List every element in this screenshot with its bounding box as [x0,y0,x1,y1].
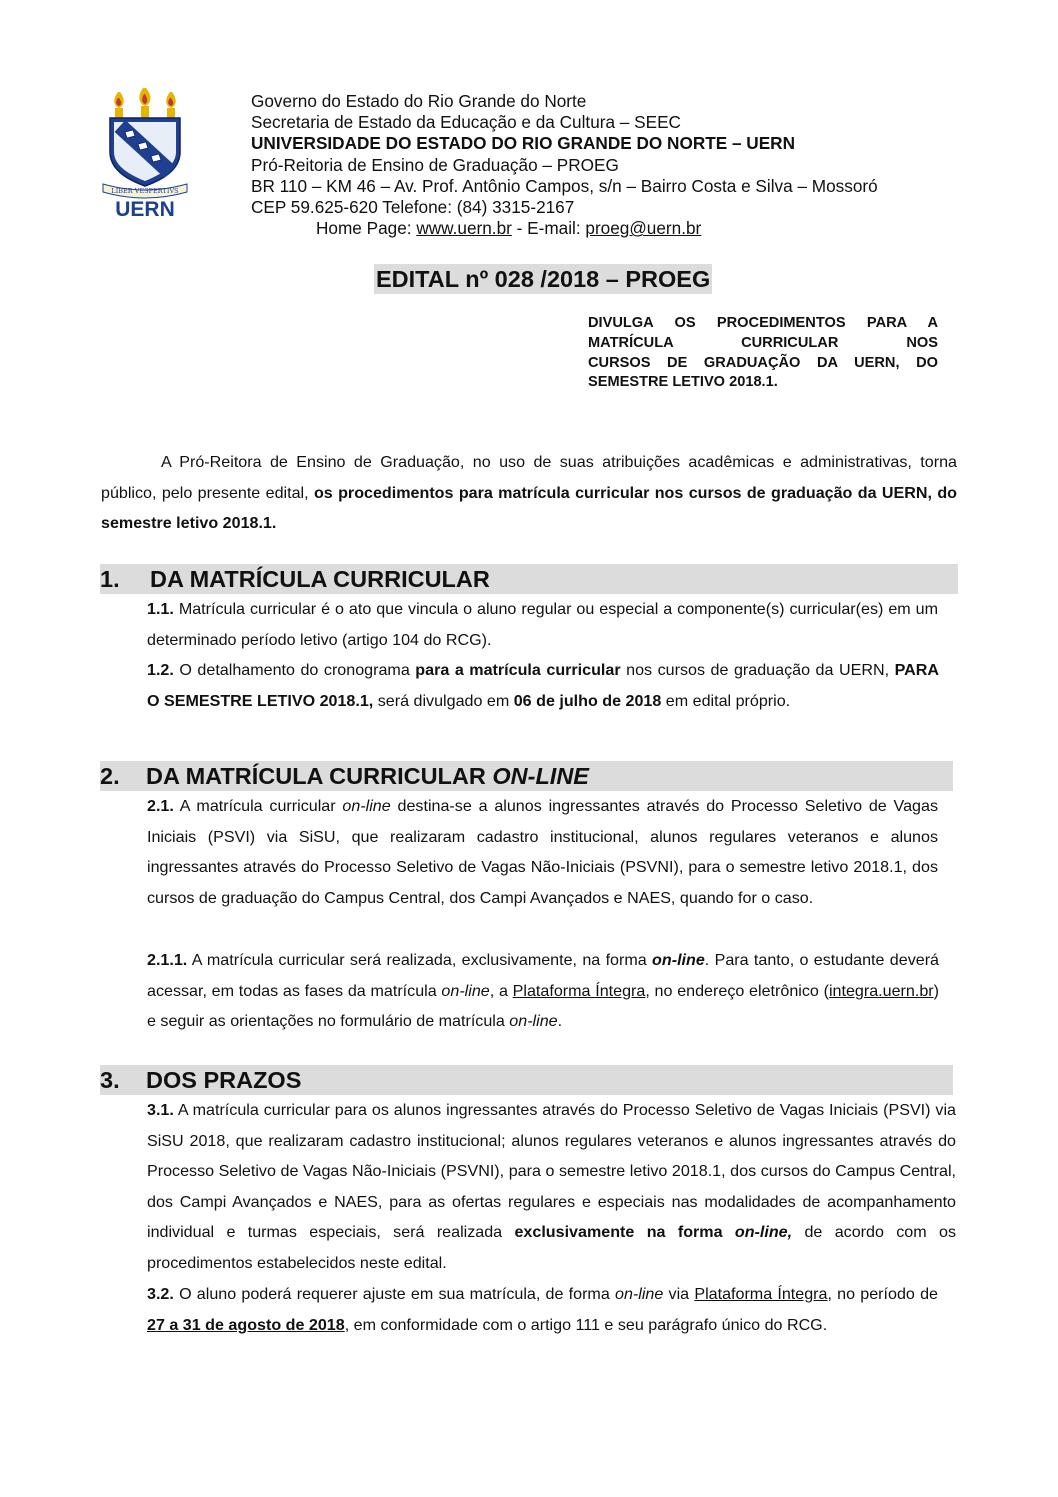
email-link[interactable]: proeg@uern.br [585,218,702,239]
item-text: será divulgado em [373,691,514,710]
item-text: nos cursos de graduação da UERN, [620,661,895,679]
item-date-period: 27 a 31 de agosto de 2018 [147,1315,345,1334]
intro-text: A Pró-Reitora de Ensino de Graduação, no uso de suas atribuições acadêmicas e administrativas, torna público, pelo presente edital, [101,453,957,502]
section-title: DOS PRAZOS [146,1067,302,1093]
intro-bold: os procedimentos para matrícula curricular nos cursos de graduação da UERN, do semestre letivo 2018.1. [101,483,957,532]
section-3-heading [100,1065,953,1095]
item-text: A matrícula curricular [173,797,343,815]
item-date: 06 de julho de 2018 [513,691,662,710]
item-number: 1.1. [147,600,174,618]
section-2-heading [100,761,953,791]
home-page-label: Home Page: [316,218,417,239]
torch-icon [139,88,150,118]
section-title: DA MATRÍCULA CURRICULAR [150,566,490,592]
letterhead-line: Pró-Reitoria de Ensino de Graduação – PROEG [251,154,619,175]
letterhead-line: Governo do Estado do Rio Grande do Norte [251,91,587,111]
item-text: , no período de [827,1285,938,1303]
item-3-2 [147,1279,938,1340]
item-number: 3.1. [147,1101,174,1119]
letterhead-web [251,218,878,239]
ementa-line: SEMESTRE LETIVO 2018.1. [588,374,778,391]
item-number: 2.1. [147,797,174,815]
ementa-line: DIVULGA OS PROCEDIMENTOS PARA A [588,315,938,331]
item-text: de acordo com os procedimentos estabelecidos neste edital. [147,1223,956,1272]
plataforma-integra-link[interactable]: Plataforma Íntegra [512,981,646,1000]
item-1-2 [147,655,939,716]
item-text: , em conformidade com o artigo 111 e seu parágrafo único do RCG. [344,1315,828,1334]
item-1-1 [147,594,938,655]
item-text: O detalhamento do cronograma [173,661,416,679]
item-bold: para a matrícula curricular [415,661,621,679]
item-bold-italic: on-line, [734,1223,793,1241]
item-text: , a [489,981,513,1000]
item-text: em edital próprio. [661,691,791,710]
torch-icon [114,92,123,118]
document-title: EDITAL nº 028 /2018 – PROEG [376,266,711,292]
letterhead-address: BR 110 – KM 46 – Av. Prof. Antônio Campos, s/n – Bairro Costa e Silva – Mossoró [251,175,878,196]
ementa-line: CURSOS DE GRADUAÇÃO DA UERN, DO [588,354,938,371]
item-italic: on-line [441,981,490,1000]
item-3-1 [147,1095,956,1278]
item-number: 2.1.1. [147,951,188,969]
item-bold: exclusivamente na forma [514,1223,735,1241]
item-number: 3.2. [147,1285,174,1303]
item-2-1-1 [147,945,939,1037]
logo-motto: LIBER VESPERTIVS [111,187,179,195]
item-text: destina-se a alunos ingressantes através do Processo Seletivo de Vagas Iniciais (PSVI) via SiSU, que realizaram cadastro institucional, alunos regulares veteranos e alunos ingressantes através do Processo Seletivo de Vagas Não-Iniciais (PSVNI), para o semestre letivo 2018.1, dos cursos de graduação do Campus Central, dos Campi Avançados e NAES, quando for o caso. [147,797,938,907]
section-title-italic: ON-LINE [492,763,589,789]
item-italic: on-line [509,1012,558,1030]
section-number: 2. [100,763,120,789]
integra-url-link[interactable]: integra.uern.br [828,981,934,1000]
item-number: 1.2. [147,661,174,679]
item-text: . [557,1012,563,1030]
item-italic: on-line [342,797,391,815]
torch-icon [166,92,175,118]
item-text: O aluno poderá requerer ajuste em sua matrícula, de forma [173,1285,615,1303]
logo-name: UERN [115,198,175,218]
section-1-heading [100,564,958,594]
item-bold-italic: on-line [652,951,705,969]
item-text: Matrícula curricular é o ato que vincula o aluno regular ou especial a componente(s) curricular(es) em um determinado período letivo (artigo 104 do RCG). [147,600,938,649]
item-text: , no endereço eletrônico ( [645,981,829,1000]
ementa-line: MATRÍCULA CURRICULAR NOS [588,334,938,351]
section-title: DA MATRÍCULA CURRICULAR [146,763,493,789]
item-text: A matrícula curricular para os alunos ingressantes através do Processo Seletivo de Vagas Iniciais (PSVI) via SiSU 2018, que realizaram cadastro institucional; alunos regulares veteranos e alunos ingressantes através do Processo Seletivo de Vagas Não-Iniciais (PSVNI), para o semestre letivo 2018.1, dos cursos do Campus Central, dos Campi Avançados e NAES, para as ofertas regulares e especiais nas modalidades de acompanhamento individual e turmas especiais, será realizada [147,1101,956,1241]
item-bold: PARA O SEMESTRE LETIVO 2018.1, [147,661,939,710]
intro-paragraph [101,447,957,539]
section-number: 1. [100,566,120,592]
section-number: 3. [100,1067,120,1093]
plataforma-integra-link[interactable]: Plataforma Íntegra [694,1285,828,1303]
item-italic: on-line [615,1285,664,1303]
email-label: - E-mail: [511,218,586,239]
uern-logo [100,86,190,218]
letterhead-line: Secretaria de Estado da Educação e da Cultura – SEEC [251,112,681,133]
home-page-link[interactable]: www.uern.br [416,218,512,239]
ementa [588,314,938,393]
item-text: ) e seguir as orientações no formulário de matrícula [147,981,939,1030]
item-text: via [663,1285,695,1303]
item-2-1 [147,791,938,913]
item-text: A matrícula curricular será realizada, exclusivamente, na forma [187,951,653,969]
letterhead-university: UNIVERSIDADE DO ESTADO DO RIO GRANDE DO NORTE – UERN [251,133,795,154]
letterhead [251,91,878,239]
letterhead-contact: CEP 59.625-620 Telefone: (84) 3315-2167 [251,197,575,218]
item-text: . Para tanto, o estudante deverá acessar, em todas as fases da matrícula [147,951,940,1000]
